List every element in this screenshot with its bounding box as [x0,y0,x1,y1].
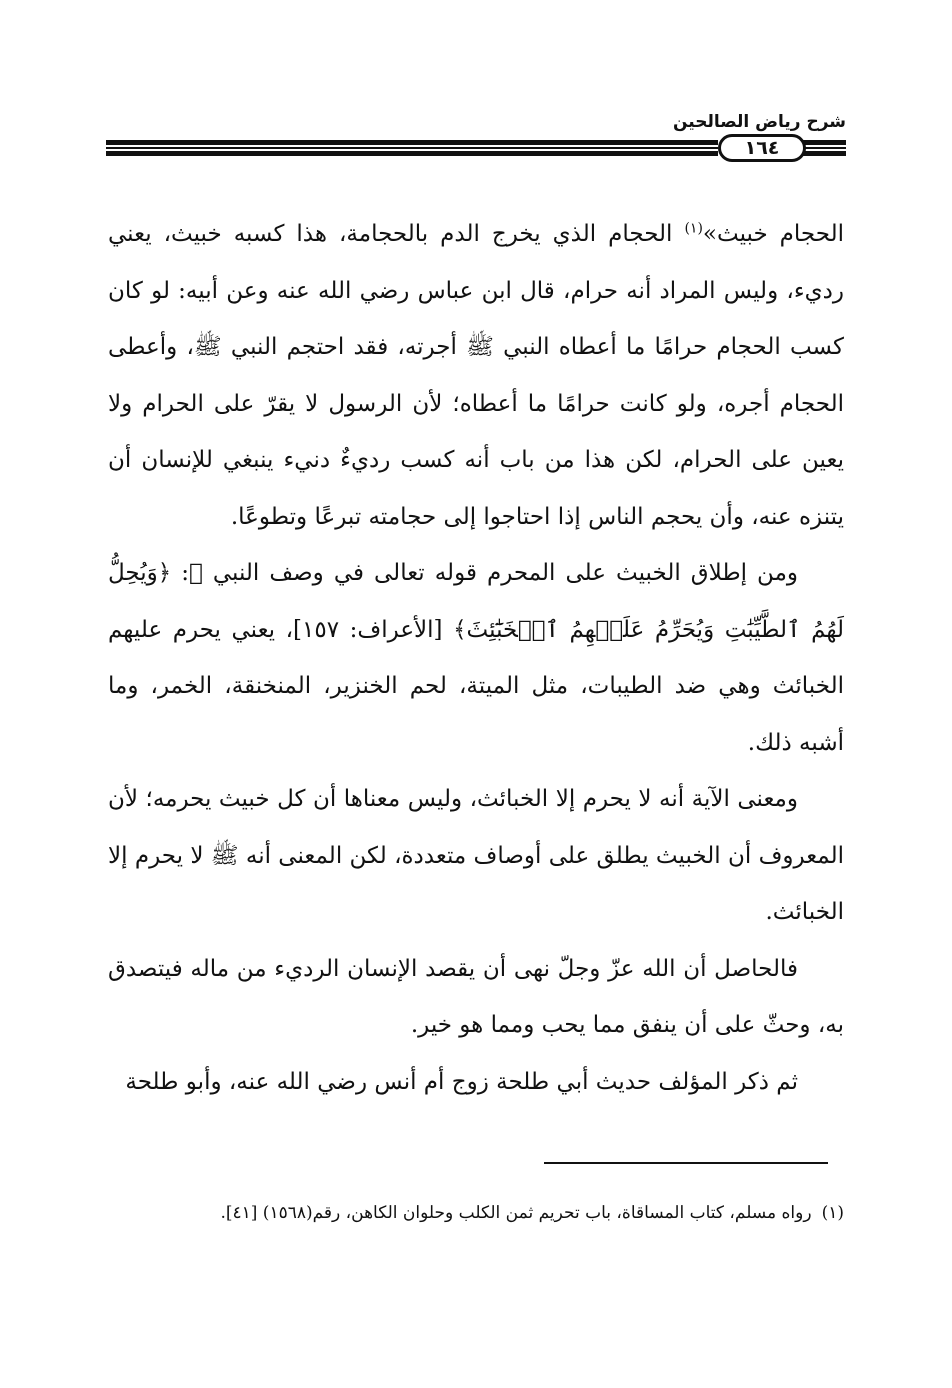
paragraph-3: ومعنى الآية أنه لا يحرم إلا الخبائث، وليس معناها أن كل خبيث يحرمه؛ لأن المعروف أن الخبيث يطلق على أوصاف متعددة، لكن المعنى أنه ﷺ لا يحرم إلا الخبائث. [108,786,844,925]
footnote-divider [544,1162,828,1164]
paragraph-4: فالحاصل أن الله عزّ وجلّ نهى أن يقصد الإنسان الرديء من ماله فيتصدق به، وحثّ على أن ينفق مما يحب ومما هو خير. [108,955,844,1038]
footnotes [108,1196,844,1230]
footnote-item [108,1196,844,1230]
footnote-marker: (١) [821,1203,844,1223]
footnote-reference[interactable]: (١) [684,220,703,237]
paragraph-2: ومن إطلاق الخبيث على المحرم قوله تعالى في وصف النبي ﷺ: ﴿وَيُحِلُّ لَهُمُ ٱلطَّيِّبَٰتِ وَيُحَرِّمُ عَلَيۡهِمُ ٱلۡخَبَٰٓئِثَ﴾ [الأعراف: ١٥٧]، يعني يحرم عليهم الخبائث وهي ضد الطيبات، مثل الميتة، لحم الخنزير، المنخنقة، الخمر، وما أشبه ذلك. [108,560,845,756]
page-number: ١٦٤ [718,134,806,162]
main-text [108,206,844,1110]
header-rule-left [106,140,718,156]
footnote-text: رواه مسلم، كتاب المساقاة، باب تحريم ثمن الكلب وحلوان الكاهن، رقم(١٥٦٨) [٤١]. [220,1203,812,1223]
running-title: شرح رياض الصالحين [672,112,846,132]
paragraph-5: ثم ذكر المؤلف حديث أبي طلحة زوج أم أنس رضي الله عنه، وأبو طلحة [125,1068,798,1095]
paragraph-1-text: الحجام الذي يخرج الدم بالحجامة، هذا كسبه خبيث، يعني رديء، وليس المراد أنه حرام، قال ابن عباس رضي الله عنه وعن أبيه: لو كان كسب الحجام حرامًا ما أعطاه النبي ﷺ أجرته، فقد احتجم النبي ﷺ، وأعطى الحجام أجره، ولو كانت حرامًا ما أعطاه؛ لأن الرسول لا يقرّ على الحرام ولا يعين على الحرام، لكن هذا من باب أنه كسب رديءٌ دنيء ينبغي للإنسان أن يتنزه عنه، وأن يحجم الناس إذا احتاجوا إلى حجامته تبرعًا وتطوعًا. [108,221,844,530]
paragraph-1-opening: الحجام خبيث» [702,221,844,247]
paragraph-1 [108,206,844,545]
